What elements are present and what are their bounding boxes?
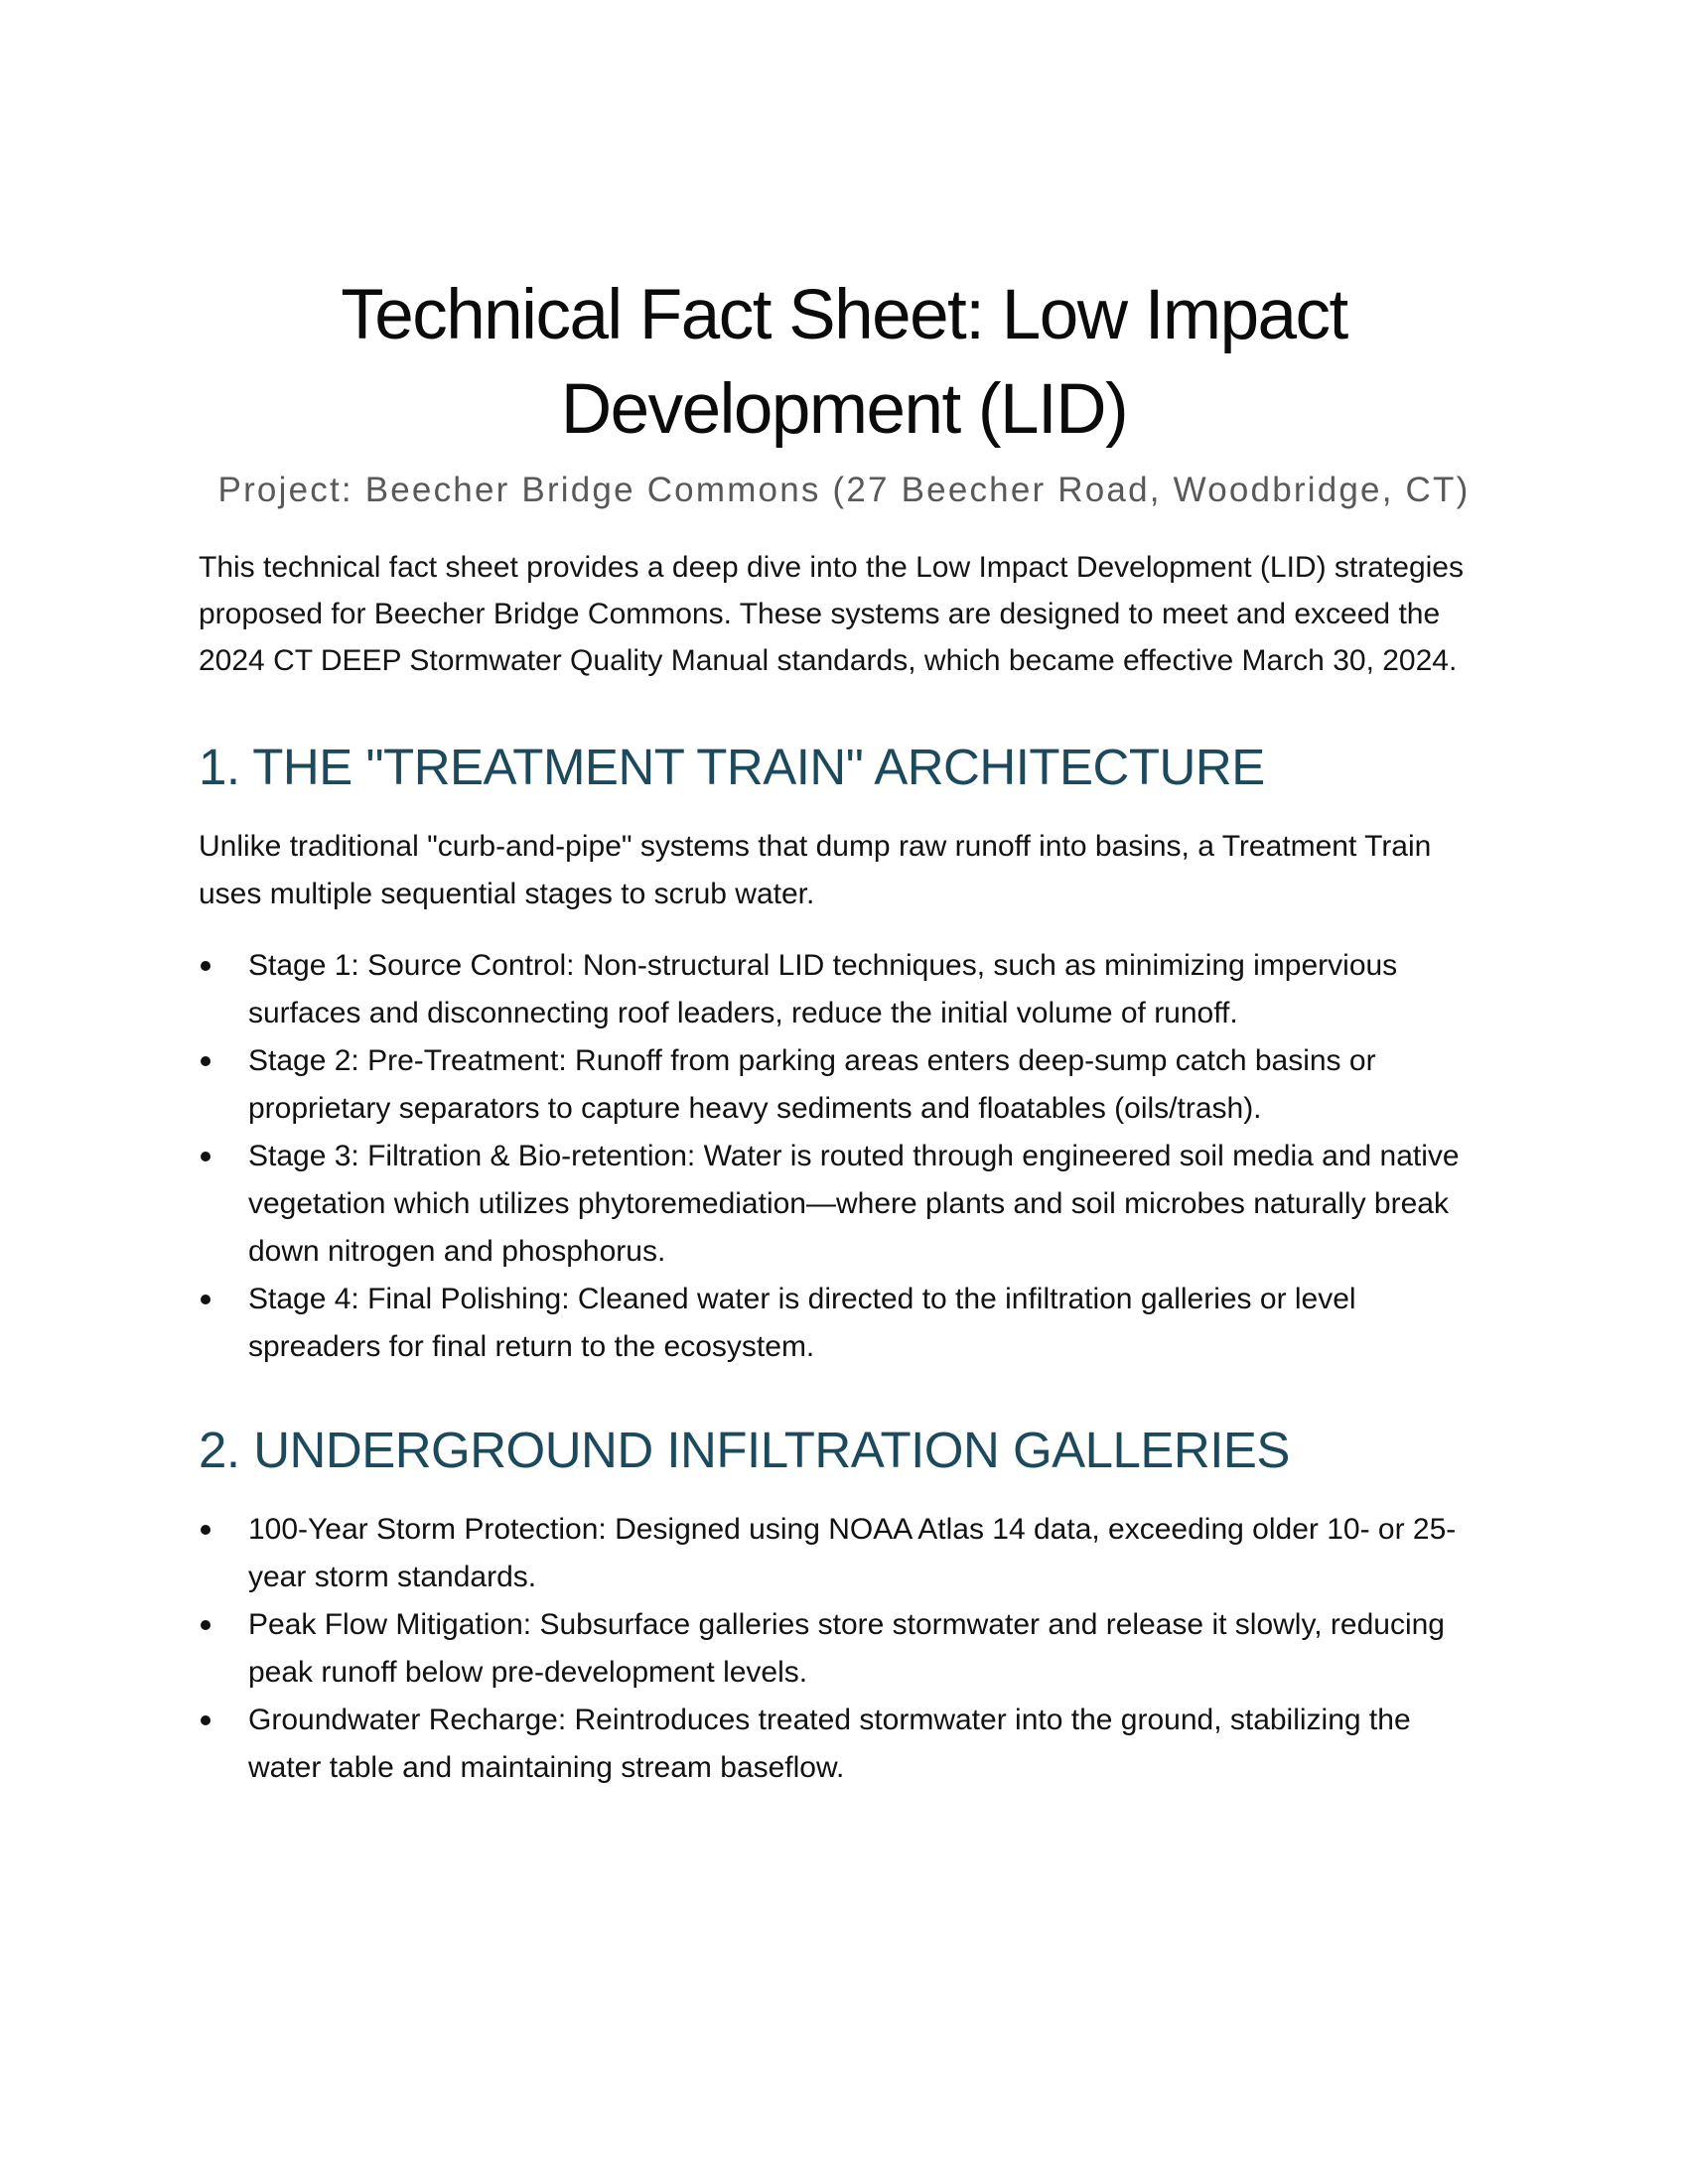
- section-1-heading: 1. THE "TREATMENT TRAIN" ARCHITECTURE: [199, 739, 1265, 795]
- list-item-text: Groundwater Recharge: Reintroduces treated stormwater into the ground, stabilizing the water table and maintaining stream baseflow.: [248, 1704, 1411, 1784]
- list-item: [199, 1037, 1489, 1133]
- bullet-icon: [201, 961, 211, 971]
- list-item: [199, 1697, 1489, 1792]
- list-item-text: Stage 2: Pre-Treatment: Runoff from parking areas enters deep-sump catch basins or proprietary separators to capture heavy sediments and floatables (oils/trash).: [248, 1044, 1376, 1125]
- bullet-icon: [201, 1152, 211, 1161]
- bullet-icon: [201, 1295, 211, 1304]
- page-title-line-1: Technical Fact Sheet: Low Impact: [341, 276, 1347, 354]
- section-1-list: [199, 942, 1489, 1371]
- bullet-icon: [201, 1715, 211, 1725]
- document-page: [199, 268, 1489, 1792]
- list-item: [199, 1133, 1489, 1276]
- list-item-text: Peak Flow Mitigation: Subsurface galleries store stormwater and release it slowly, reducing peak runoff below pre-development levels.: [248, 1608, 1445, 1689]
- list-item: [199, 1506, 1489, 1601]
- list-item-text: Stage 4: Final Polishing: Cleaned water is directed to the infiltration galleries or level spreaders for final return to the ecosystem.: [248, 1283, 1356, 1363]
- project-subtitle: Project: Beecher Bridge Commons (27 Beecher Road, Woodbridge, CT): [217, 471, 1471, 509]
- list-item: [199, 1276, 1489, 1371]
- intro-paragraph: This technical fact sheet provides a deep dive into the Low Impact Development (LID) strategies proposed for Beecher Bridge Commons. These systems are designed to meet and exceed the 2024 CT DEEP Stormwater Quality Manual standards, which became effective March 30, 2024.: [199, 551, 1464, 677]
- page-title-line-2: Development (LID): [560, 370, 1128, 449]
- bullet-icon: [201, 1620, 211, 1630]
- bullet-icon: [201, 1056, 211, 1066]
- list-item-text: 100-Year Storm Protection: Designed using NOAA Atlas 14 data, exceeding older 10- or 25-year storm standards.: [248, 1513, 1457, 1593]
- list-item-text: Stage 3: Filtration & Bio-retention: Water is routed through engineered soil media and native vegetation which utilizes phytoremediation—where plants and soil microbes naturally break down nitrogen and phosphorus.: [248, 1140, 1460, 1268]
- section-1-intro: Unlike traditional "curb-and-pipe" systems that dump raw runoff into basins, a Treatment Train uses multiple sequential stages to scrub water.: [199, 830, 1432, 910]
- list-item: [199, 942, 1489, 1037]
- bullet-icon: [201, 1525, 211, 1535]
- section-2-list: [199, 1506, 1489, 1792]
- list-item: [199, 1601, 1489, 1697]
- section-2-heading: 2. UNDERGROUND INFILTRATION GALLERIES: [199, 1422, 1290, 1478]
- page-title: [268, 268, 1420, 457]
- list-item-text: Stage 1: Source Control: Non-structural LID techniques, such as minimizing impervious surfaces and disconnecting roof leaders, reduce the initial volume of runoff.: [248, 949, 1398, 1029]
